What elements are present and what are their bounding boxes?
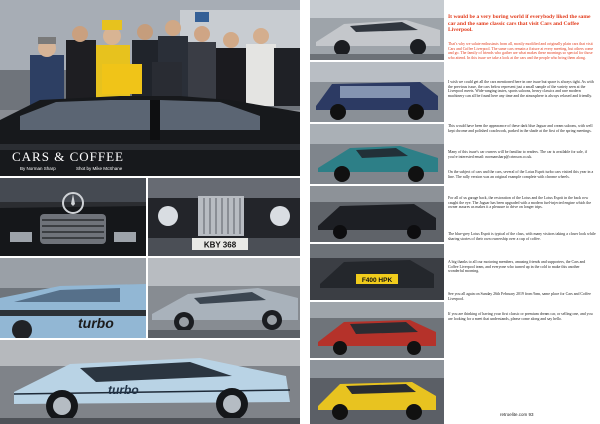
jaguar-xjs-photo: [310, 0, 444, 60]
mercedes-grille-photo: [0, 178, 146, 256]
photo-credit: Shot by Mike McShane: [76, 166, 123, 171]
yellow-sports-car-photo: [310, 360, 444, 424]
body-paragraph-7: A big thanks to all our motoring members, amazing friends and supporters, the Cars and Coffee Liverpool team, and everyone who turned up in the cold to make this another wonderful morning.: [448, 260, 586, 274]
turbo-side-badge: turbo: [108, 383, 139, 397]
jaguar-yellow-plate-photo: [310, 244, 444, 300]
page-footer: retroelite.com 93: [500, 412, 534, 417]
headline-box: [448, 14, 596, 36]
lotus-turbo-badge: turbo: [78, 315, 114, 331]
rolls-plate-text: KBY 368: [203, 240, 237, 250]
lotus-turbo-side-photo: [0, 340, 300, 424]
dark-classic-photo: [310, 186, 444, 242]
body-paragraph-4: On the subject of cars and the cars, several of the Lotus Esprit turbo cars visited this year in a line. The rally version was an original example complete with chrome wheels.: [448, 170, 594, 179]
teal-sports-car-photo: [310, 124, 444, 184]
headline: It would be a very boring world if everybody liked the same car and the same classic cars that visit Cars and Coffee Liverpool.: [448, 14, 591, 34]
blue-vintage-photo: [310, 62, 444, 122]
body-paragraph-9: If you are thinking of having your first classic or premium dream car, or selling one, and you are looking for a meet that understands, please come along and say hello.: [448, 312, 593, 321]
red-car-photo: [310, 302, 444, 358]
article-title-block: [12, 150, 142, 178]
lotus-turbo-blue-photo: [0, 258, 146, 338]
byline: By Norman Sharp: [20, 166, 56, 171]
body-paragraph-3: Many of this issue's car owners will be familiar to readers. The car is available for sale, if you're interested email: normansharp@crimson.co.uk.: [448, 150, 588, 159]
yellow-plate-text: F400 HPK: [361, 277, 393, 284]
article-title: CARS & COFFEE: [12, 149, 124, 164]
rolls-grille-photo: [148, 178, 300, 256]
body-paragraph-8: See you all again on Sunday 26th February 2019 from 9am, same place for Cars and Coffee Liverpool.: [448, 292, 591, 301]
intro-text: That's why we salute enthusiasts from all, mostly modified and originally plain cars that visit Cars and Coffee Liverpool. The same cars remain a fixture at every meeting, but others come and go. The family of friends who gather are what makes these mornings so special for those who attend. In this issue we take a look at the cars and the people who bring them along.: [448, 42, 594, 60]
lotus-grey-photo: [148, 258, 300, 338]
body-paragraph-6: The blue-grey Lotus Esprit is typical of the class, with many visitors taking a closer look while sharing stories of their own ownership over a cup of coffee.: [448, 232, 596, 241]
body-paragraph-5: For all of us garage back, the restoration of the Lotus and the Lotus Esprit in the back row caught the eye. The Jaguar has been upgraded with a modern fuel-injected engine which the owner assures us makes it a pleasure to drive on longer trips.: [448, 196, 592, 210]
body-paragraph-2: This would have been the appearance of these dark blue Jaguar and cream saloons, with well kept chrome and polished coachwork, parked in the shade at the first of the spring meetings.: [448, 124, 593, 133]
body-paragraph-1: I wish we could get all the cars mentioned here in one issue but space is always tight. As with the previous issue, the cars below represent just a small sample of the variety seen at the Liverpool meets. Wide-ranging tastes, sports saloons, heavy classics and rare modern machinery can all be found here any time and the atmosphere is always relaxed and friendly.: [448, 80, 594, 98]
right-page: [300, 0, 600, 424]
